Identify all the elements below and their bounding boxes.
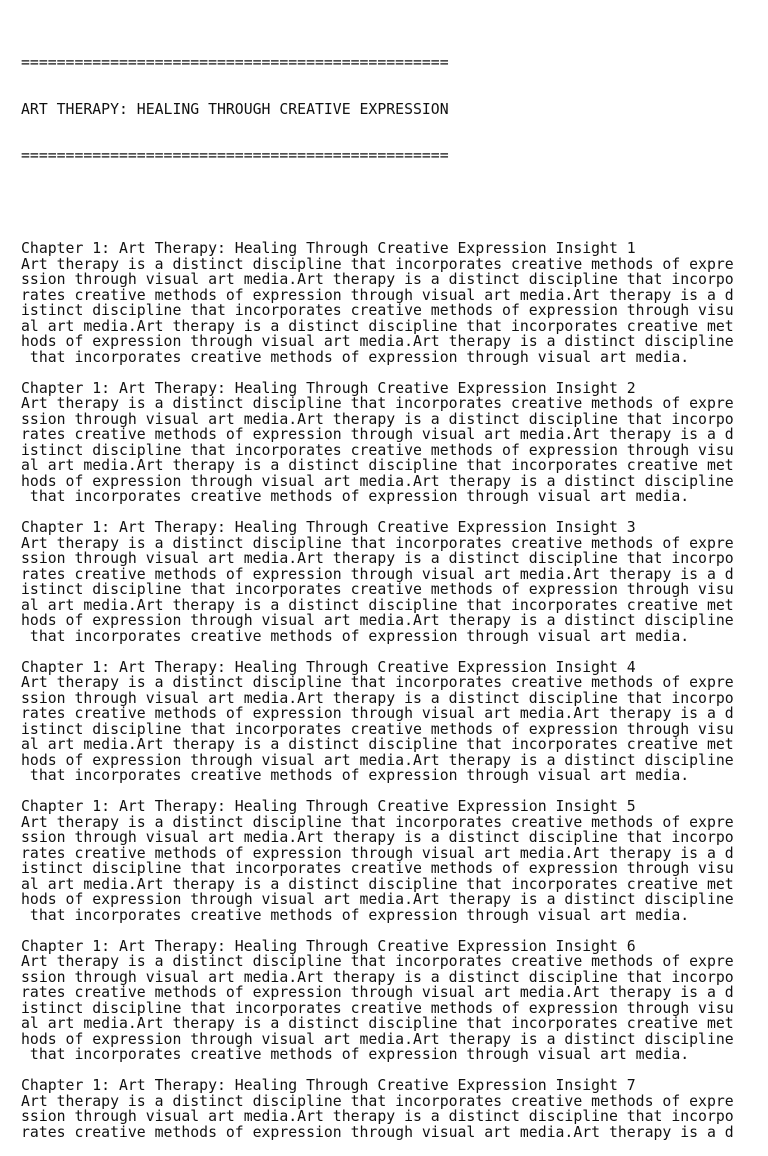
body-text-line: hods of expression through visual art media.Art therapy is a distinct discipline — [21, 1031, 734, 1047]
insight-section — [21, 241, 751, 381]
insight-section — [21, 799, 751, 939]
body-text-line: Art therapy is a distinct discipline that incorporates creative methods of expre — [21, 256, 734, 272]
title-rule-bottom: ================================================ — [21, 148, 449, 164]
body-text-line: that incorporates creative methods of expression through visual art media. — [21, 768, 690, 784]
body-text-line: that incorporates creative methods of expression through visual art media. — [21, 628, 690, 644]
spacer — [21, 923, 751, 939]
body-text-line: hods of expression through visual art media.Art therapy is a distinct discipline — [21, 892, 734, 908]
spacer — [21, 195, 751, 211]
body-text-line: Art therapy is a distinct discipline that incorporates creative methods of expre — [21, 814, 734, 830]
body-text-line: istinct discipline that incorporates creative methods of expression through visu — [21, 721, 734, 737]
body-text-line: ssion through visual art media.Art therapy is a distinct discipline that incorpo — [21, 272, 734, 288]
body-text-line: istinct discipline that incorporates creative methods of expression through visu — [21, 1000, 734, 1016]
body-text-line: rates creative methods of expression through visual art media.Art therapy is a d — [21, 845, 734, 861]
spacer — [21, 644, 751, 660]
body-text-line: al art media.Art therapy is a distinct discipline that incorporates creative met — [21, 597, 734, 613]
section-heading: Chapter 1: Art Therapy: Healing Through Creative Expression Insight 1 — [21, 241, 636, 257]
spacer — [21, 365, 751, 381]
body-text-line: istinct discipline that incorporates creative methods of expression through visu — [21, 861, 734, 877]
body-text-line: ssion through visual art media.Art therapy is a distinct discipline that incorpo — [21, 690, 734, 706]
body-text-line: al art media.Art therapy is a distinct discipline that incorporates creative met — [21, 1016, 734, 1032]
spacer — [21, 784, 751, 800]
body-text-line: al art media.Art therapy is a distinct discipline that incorporates creative met — [21, 458, 734, 474]
body-text-line: al art media.Art therapy is a distinct discipline that incorporates creative met — [21, 737, 734, 753]
document-page — [21, 24, 751, 1156]
body-text-line: rates creative methods of expression through visual art media.Art therapy is a d — [21, 427, 734, 443]
document-title: ART THERAPY: HEALING THROUGH CREATIVE EXPRESSION — [21, 101, 449, 117]
body-text-line: that incorporates creative methods of expression through visual art media. — [21, 907, 690, 923]
body-text-line: Art therapy is a distinct discipline that incorporates creative methods of expre — [21, 396, 734, 412]
body-text-line: that incorporates creative methods of expression through visual art media. — [21, 349, 690, 365]
body-text-line: ssion through visual art media.Art therapy is a distinct discipline that incorpo — [21, 969, 734, 985]
spacer — [21, 505, 751, 521]
insight-section — [21, 660, 751, 800]
section-heading: Chapter 1: Art Therapy: Healing Through Creative Expression Insight 7 — [21, 1078, 636, 1094]
body-text-line: hods of expression through visual art media.Art therapy is a distinct discipline — [21, 334, 734, 350]
title-rule-top: ================================================ — [21, 55, 449, 71]
section-heading: Chapter 1: Art Therapy: Healing Through Creative Expression Insight 4 — [21, 659, 636, 675]
body-text-line: istinct discipline that incorporates creative methods of expression through visu — [21, 442, 734, 458]
body-text-line: al art media.Art therapy is a distinct discipline that incorporates creative met — [21, 876, 734, 892]
body-text-line: rates creative methods of expression through visual art media.Art therapy is a d — [21, 985, 734, 1001]
body-text-line: rates creative methods of expression through visual art media.Art therapy is a d — [21, 566, 734, 582]
body-text-line: rates creative methods of expression through visual art media.Art therapy is a d — [21, 287, 734, 303]
body-text-line: ssion through visual art media.Art therapy is a distinct discipline that incorpo — [21, 551, 734, 567]
section-heading: Chapter 1: Art Therapy: Healing Through Creative Expression Insight 3 — [21, 520, 636, 536]
body-text-line: istinct discipline that incorporates creative methods of expression through visu — [21, 582, 734, 598]
section-heading: Chapter 1: Art Therapy: Healing Through Creative Expression Insight 5 — [21, 799, 636, 815]
insight-section — [21, 1078, 751, 1140]
body-text-line: hods of expression through visual art media.Art therapy is a distinct discipline — [21, 613, 734, 629]
body-text-line: rates creative methods of expression through visual art media.Art therapy is a d — [21, 706, 734, 722]
body-text-line: hods of expression through visual art media.Art therapy is a distinct discipline — [21, 752, 734, 768]
body-text-line: Art therapy is a distinct discipline that incorporates creative methods of expre — [21, 675, 734, 691]
sections-container — [21, 241, 751, 1140]
body-text-line: that incorporates creative methods of expression through visual art media. — [21, 1047, 690, 1063]
section-heading: Chapter 1: Art Therapy: Healing Through Creative Expression Insight 2 — [21, 380, 636, 396]
body-text-line: ssion through visual art media.Art therapy is a distinct discipline that incorpo — [21, 1109, 734, 1125]
insight-section — [21, 520, 751, 660]
body-text-line: ssion through visual art media.Art therapy is a distinct discipline that incorpo — [21, 411, 734, 427]
insight-section — [21, 939, 751, 1079]
body-text-line: Art therapy is a distinct discipline that incorporates creative methods of expre — [21, 535, 734, 551]
body-text-line: rates creative methods of expression through visual art media.Art therapy is a d — [21, 1124, 734, 1140]
body-text-line: Art therapy is a distinct discipline that incorporates creative methods of expre — [21, 954, 734, 970]
body-text-line: that incorporates creative methods of expression through visual art media. — [21, 489, 690, 505]
insight-section — [21, 381, 751, 521]
body-text-line: hods of expression through visual art media.Art therapy is a distinct discipline — [21, 473, 734, 489]
spacer — [21, 1063, 751, 1079]
body-text-line: Art therapy is a distinct discipline that incorporates creative methods of expre — [21, 1093, 734, 1109]
body-text-line: ssion through visual art media.Art therapy is a distinct discipline that incorpo — [21, 830, 734, 846]
body-text-line: istinct discipline that incorporates creative methods of expression through visu — [21, 303, 734, 319]
body-text-line: al art media.Art therapy is a distinct discipline that incorporates creative met — [21, 318, 734, 334]
section-heading: Chapter 1: Art Therapy: Healing Through Creative Expression Insight 6 — [21, 938, 636, 954]
